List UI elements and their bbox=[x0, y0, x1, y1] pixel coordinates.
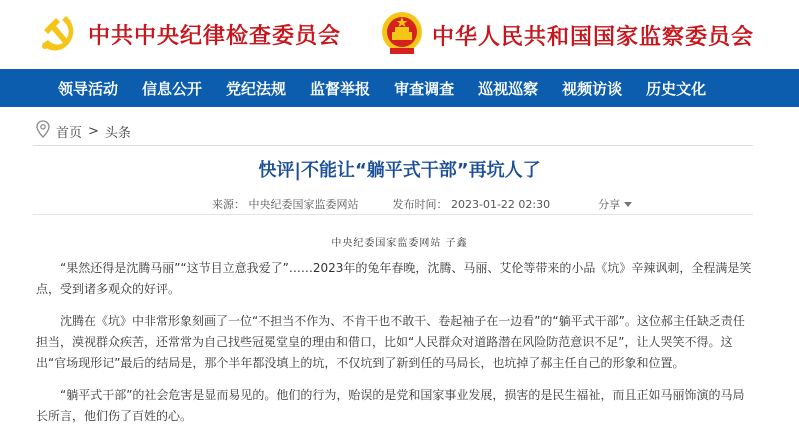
share-label: 分享 bbox=[598, 198, 621, 211]
nsc-logo[interactable] bbox=[380, 10, 754, 60]
article-paragraph: 沈腾在《坑》中非常形象刻画了一位“不担当不作为、不肯干也不敢干、卷起袖子在一边看”的“躺平式干部”。这位郝主任缺乏责任担当，漠视群众疾苦，还常常为自己找些冠冕堂皇的理由和借口，比如“人民群众对道路潜在风险防范意识不足”，让人哭笑不得。这出“官场现形记”最后的结局是，那个半年都没填上的坑，不仅坑到了新到任的马局长，也坑掉了郝主任自己的形象和位置。 bbox=[36, 314, 745, 370]
national-emblem-icon bbox=[380, 10, 424, 60]
nav-item-disclosure[interactable]: 信息公开 bbox=[142, 79, 203, 98]
article-paragraph: “躺平式干部”的社会危害是显而易见的。他们的行为，贻误的是党和国家事业发展，损害的是民生福祉，而且正如马丽饰演的马局长所言，他们伤了百姓的心。 bbox=[36, 388, 745, 423]
article-paragraph: “果然还得是沈腾马丽”“这节目立意我爱了”……2023年的兔年春晚，沈腾、马丽、艾伦等带来的小品《坑》辛辣讽刺，全程满是笑点，受到诸多观众的好评。 bbox=[36, 261, 752, 296]
article-body bbox=[36, 258, 754, 438]
nav-item-history[interactable]: 历史文化 bbox=[646, 79, 707, 98]
nav-item-regulations[interactable]: 党纪法规 bbox=[226, 79, 287, 98]
location-pin-icon bbox=[36, 120, 50, 142]
nav-item-supervision[interactable]: 监督举报 bbox=[310, 79, 371, 98]
article-title: 快评|不能让“躺平式干部”再坑人了 bbox=[258, 160, 541, 181]
nav-item-video[interactable]: 视频访谈 bbox=[562, 79, 623, 98]
meta-divider bbox=[33, 214, 753, 215]
site-header bbox=[0, 0, 799, 69]
breadcrumb-separator: > bbox=[88, 123, 99, 139]
nav-item-inspection[interactable]: 巡视巡察 bbox=[478, 79, 539, 98]
article-published: 发布时间： 2023-01-22 02:30 bbox=[392, 198, 551, 211]
breadcrumb-home[interactable]: 首页 bbox=[56, 125, 83, 141]
share-button[interactable] bbox=[598, 196, 632, 212]
breadcrumb-divider bbox=[33, 145, 753, 146]
nav-item-leadership[interactable]: 领导活动 bbox=[58, 79, 119, 98]
nav-item-investigation[interactable]: 审查调查 bbox=[394, 79, 455, 98]
article-meta bbox=[212, 196, 632, 212]
breadcrumb-current[interactable]: 头条 bbox=[104, 125, 131, 141]
nsc-title: 中华人民共和国国家监察委员会 bbox=[432, 23, 755, 50]
ccdi-logo[interactable] bbox=[36, 10, 341, 58]
article-source: 来源： 中央纪委国家监委网站 bbox=[212, 198, 359, 211]
breadcrumb bbox=[36, 120, 131, 142]
party-emblem-icon bbox=[36, 10, 80, 58]
article-byline: 中央纪委国家监委网站 子鑫 bbox=[331, 238, 468, 249]
chevron-down-icon bbox=[624, 198, 632, 211]
ccdi-title: 中共中央纪律检查委员会 bbox=[88, 22, 342, 49]
main-nav bbox=[0, 69, 799, 107]
